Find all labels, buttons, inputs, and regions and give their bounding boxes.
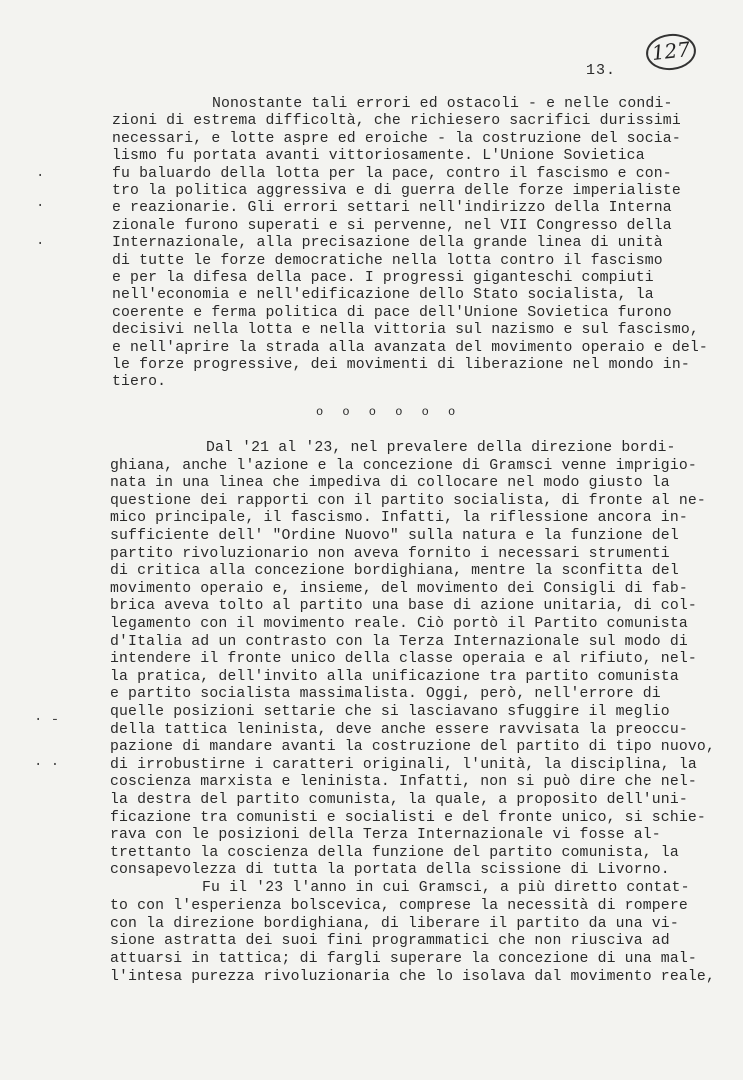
text-line: tro la politica aggressiva e di guerra delle forze imperialiste <box>112 183 681 199</box>
text-line: coscienza marxista e leninista. Infatti, non si può dire che nel- <box>110 774 697 791</box>
text-line: Nonostante tali errori ed ostacoli - e nelle condi- <box>212 96 673 112</box>
text-line: ficazione tra comunisti e socialisti e del fronte unico, si schie- <box>110 809 706 826</box>
text-line: di irrobustirne i caratteri originali, l'unità, la disciplina, la <box>110 756 697 773</box>
archive-stamp: 127 <box>644 31 697 72</box>
text-line: Internazionale, alla precisazione della grande linea di unità <box>112 235 663 252</box>
text-line: questione dei rapporti con il partito socialista, di fronte al ne- <box>110 492 706 509</box>
text-line: quelle posizioni settarie che si lasciavano sfuggire il meglio <box>110 704 670 720</box>
text-line: mico principale, il fascismo. Infatti, la riflessione ancora in- <box>110 510 688 527</box>
margin-dot: · · <box>34 757 60 773</box>
text-line: zioni di estrema difficoltà, che richiesero sacrifici durissimi <box>112 113 681 130</box>
margin-dot: · <box>36 168 45 184</box>
text-line: partito rivoluzionario non aveva fornito i necessari strumenti <box>110 545 670 562</box>
text-line: e nell'aprire la strada alla avanzata del movimento operaio e del- <box>112 339 708 356</box>
margin-dot: · <box>36 198 45 214</box>
text-line: e reazionarie. Gli errori settari nell'indirizzo della Interna <box>112 200 672 217</box>
text-line: e partito socialista massimalista. Oggi, però, nell'errore di <box>110 686 661 703</box>
text-line: zionale furono superati e si pervenne, nel VII Congresso della <box>112 217 672 234</box>
text-line: consapevolezza di tutta la portata della scissione di Livorno. <box>110 862 670 879</box>
text-line: nell'economia e nell'edificazione dello Stato socialista, la <box>112 287 654 304</box>
text-line: sufficiente dell' "Ordine Nuovo" sulla natura e la funzione del <box>110 528 679 544</box>
text-line: la destra del partito comunista, la quale, a proposito dell'uni- <box>110 792 688 808</box>
text-line: fu baluardo della lotta per la pace, contro il fascismo e con- <box>112 165 672 182</box>
text-line: e per la difesa della pace. I progressi giganteschi compiuti <box>112 270 654 286</box>
text-line: brica aveva tolto al partito una base di azione unitaria, di col- <box>110 598 697 615</box>
text-line: pazione di mandare avanti la costruzione del partito di tipo nuovo, <box>110 739 715 756</box>
margin-dot: · - <box>34 712 60 728</box>
text-line: con la direzione bordighiana, di liberare il partito da una vi- <box>110 915 679 932</box>
text-line: attuarsi in tattica; di fargli superare la concezione di una mal- <box>110 951 697 968</box>
margin-dot: · <box>36 236 45 252</box>
text-line: movimento operaio e, insieme, del movimento dei Consigli di fab- <box>110 580 688 597</box>
text-line: Dal '21 al '23, nel prevalere della direzione bordi- <box>206 440 676 456</box>
text-line: tiero. <box>112 374 167 391</box>
text-line: decisivi nella lotta e nella vittoria sul nazismo e sul fascismo, <box>112 322 699 339</box>
text-line: della tattica leninista, deve anche essere ravvisata la preoccu- <box>110 721 688 738</box>
text-line: intendere il fronte unico della classe operaia e al rifiuto, nel- <box>110 651 697 668</box>
text-line: Fu il '23 l'anno in cui Gramsci, a più diretto contat- <box>202 880 690 896</box>
text-line: sione astratta dei suoi fini programmatici che non riusciva ad <box>110 933 670 950</box>
section-divider: o o o o o o <box>316 405 462 419</box>
text-line: necessari, e lotte aspre ed eroiche - la costruzione del socia- <box>112 130 681 147</box>
text-line: legamento con il movimento reale. Ciò portò il Partito comunista <box>110 616 688 632</box>
text-line: lismo fu portata avanti vittoriosamente. L'Unione Sovietica <box>112 148 645 165</box>
text-line: di critica alla concezione bordighiana, mentre la sconfitta del <box>110 563 679 580</box>
text-line: la pratica, dell'invito alla unificazione tra partito comunista <box>110 668 679 685</box>
text-line: coerente e ferma politica di pace dell'Unione Sovietica furono <box>112 304 672 321</box>
page-number: 13. <box>586 62 617 79</box>
text-line: l'intesa purezza rivoluzionaria che lo isolava dal movimento reale, <box>110 969 715 985</box>
text-line: to con l'esperienza bolscevica, comprese la necessità di rompere <box>110 897 688 914</box>
text-line: rava con le posizioni della Terza Internazionale vi fosse al- <box>110 827 661 844</box>
text-line: le forze progressive, dei movimenti di liberazione nel mondo in- <box>112 357 690 373</box>
text-line: trettanto la coscienza della funzione del partito comunista, la <box>110 844 679 861</box>
text-line: d'Italia ad un contrasto con la Terza Internazionale sul modo di <box>110 633 688 650</box>
text-line: di tutte le forze democratiche nella lotta contro il fascismo <box>112 252 663 269</box>
text-line: nata in una linea che impediva di collocare nel modo giusto la <box>110 475 670 492</box>
text-line: ghiana, anche l'azione e la concezione di Gramsci venne imprigio- <box>110 457 697 474</box>
